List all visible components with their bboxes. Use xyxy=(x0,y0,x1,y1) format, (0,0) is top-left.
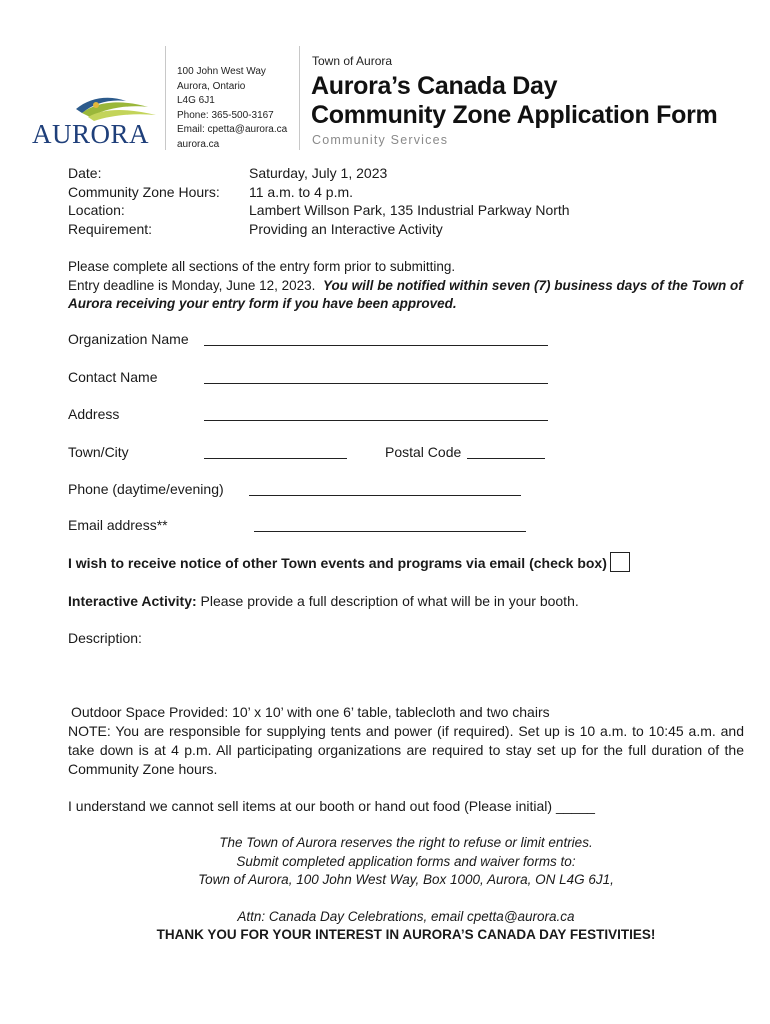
email-optin-checkbox[interactable] xyxy=(610,552,630,572)
department-subtitle: Community Services xyxy=(312,133,449,147)
approval-notice: You will be notified within seven (7) business days of the Town of Aurora receiving your entry form if you have been approved. xyxy=(68,277,743,311)
town-input-line[interactable] xyxy=(204,458,347,459)
contact-label: Contact Name xyxy=(68,369,158,385)
detail-row xyxy=(68,164,570,183)
detail-value: Lambert Willson Park, 135 Industrial Parkway North xyxy=(249,202,570,219)
thank-you-message: THANK YOU FOR YOUR INTEREST IN AURORA’S CANADA DAY FESTIVITIES! xyxy=(156,927,656,942)
detail-key: Location: xyxy=(68,202,125,219)
outdoor-space-text: Outdoor Space Provided: 10’ x 10’ with one 6’ table, tablecloth and two chairs xyxy=(71,704,550,720)
detail-row xyxy=(68,201,570,220)
detail-value: 11 a.m. to 4 p.m. xyxy=(249,183,354,200)
footer-line: The Town of Aurora reserves the right to refuse or limit entries. xyxy=(219,835,593,850)
phone-label: Phone (daytime/evening) xyxy=(68,481,224,497)
interactive-activity-text: Please provide a full description of what will be in your booth. xyxy=(196,593,579,609)
email-optin-label: I wish to receive notice of other Town events and programs via email (check box) xyxy=(68,555,607,571)
header-divider xyxy=(165,46,166,150)
footer-line: Attn: Canada Day Celebrations, email cpetta@aurora.ca xyxy=(237,908,575,924)
footer-line: Submit completed application forms and waiver forms to: xyxy=(236,853,576,869)
address-line: Aurora, Ontario xyxy=(177,80,246,92)
initial-acknowledgement: I understand we cannot sell items at our booth or hand out food (Please initial) _____ xyxy=(68,798,595,814)
page-title xyxy=(311,72,717,130)
interactive-activity xyxy=(68,592,579,611)
interactive-activity-label: Interactive Activity: xyxy=(68,593,197,609)
postal-label: Postal Code xyxy=(385,444,462,460)
description-label: Description: xyxy=(68,630,142,646)
phone-line: Phone: 365-500-3167 xyxy=(177,109,274,121)
detail-row xyxy=(68,183,570,202)
town-label-field: Town/City xyxy=(68,444,129,460)
header-divider xyxy=(299,46,300,150)
aurora-logo xyxy=(30,95,162,151)
email-line: Email: cpetta@aurora.ca xyxy=(177,124,288,135)
footer-line: Town of Aurora, 100 John West Way, Box 1000, Aurora, ON L4G 6J1, xyxy=(198,872,614,887)
organization-input-line[interactable] xyxy=(204,345,548,346)
deadline-sentence: Entry deadline is Monday, June 12, 2023. xyxy=(68,277,316,293)
title-line: Community Zone Application Form xyxy=(311,101,718,129)
town-label: Town of Aurora xyxy=(312,54,393,68)
detail-key: Requirement: xyxy=(68,220,153,237)
instruction-text: Please complete all sections of the entry form prior to submitting. xyxy=(68,259,456,274)
address-input-line[interactable] xyxy=(204,420,548,421)
address-line: 100 John West Way xyxy=(177,66,266,77)
detail-key: Community Zone Hours: xyxy=(68,183,220,200)
phone-input-line[interactable] xyxy=(249,495,521,496)
address-label: Address xyxy=(68,406,120,422)
organization-label: Organization Name xyxy=(68,331,189,347)
logo-wordmark: AURORA xyxy=(32,119,150,149)
detail-key: Date: xyxy=(68,165,102,181)
title-line: Aurora’s Canada Day xyxy=(311,72,558,100)
footer-spacer xyxy=(68,890,744,908)
website-line: aurora.ca xyxy=(177,138,220,150)
postal-input-line[interactable] xyxy=(467,458,545,459)
instructions xyxy=(68,258,748,314)
address-line: L4G 6J1 xyxy=(177,95,215,106)
contact-input-line[interactable] xyxy=(204,383,548,384)
email-input-line[interactable] xyxy=(254,531,526,532)
detail-row xyxy=(68,220,570,239)
detail-value: Saturday, July 1, 2023 xyxy=(249,165,388,181)
footer-notice xyxy=(68,834,744,945)
event-details xyxy=(68,164,570,238)
town-address xyxy=(177,65,287,152)
deadline-text xyxy=(68,277,748,314)
detail-value: Providing an Interactive Activity xyxy=(249,220,443,237)
email-label: Email address** xyxy=(68,517,168,533)
setup-note: NOTE: You are responsible for supplying tents and power (if required). Set up is 10 a.m. to 10:45 a.m. and take down is at 4 p.m. All participating organizations are required to stay set up for the full duration of the Community Zone hours. xyxy=(68,723,744,777)
